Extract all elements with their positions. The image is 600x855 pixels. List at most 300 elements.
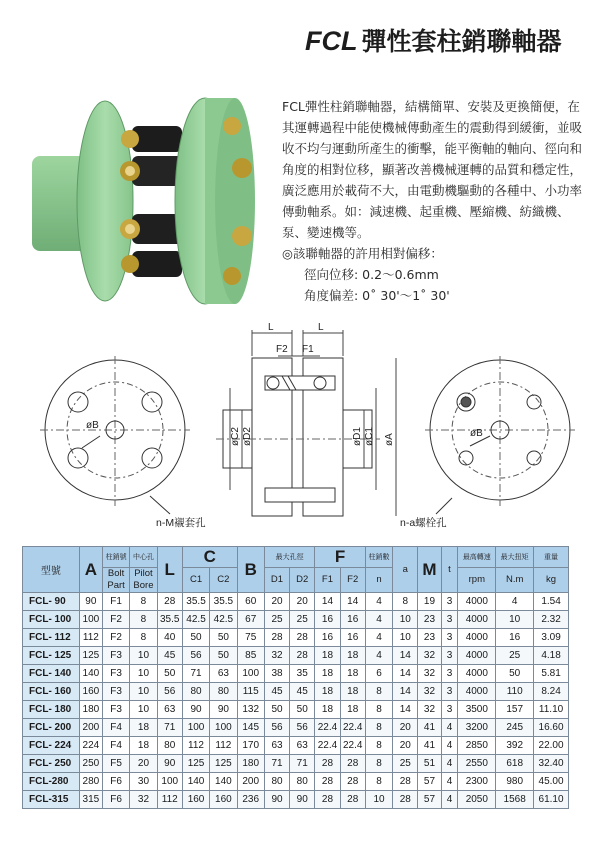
- model-cell: FCL-280: [23, 773, 80, 791]
- table-cell: 10: [130, 665, 157, 683]
- col-f: F: [315, 547, 365, 568]
- table-row: [23, 755, 569, 773]
- table-cell: 25: [290, 611, 315, 629]
- table-cell: 80: [182, 683, 209, 701]
- table-cell: 40: [157, 629, 182, 647]
- col-l: L: [157, 547, 182, 593]
- table-row: [23, 683, 569, 701]
- table-cell: 160: [79, 683, 102, 701]
- table-cell: 80: [290, 773, 315, 791]
- table-cell: 23: [418, 611, 441, 629]
- table-cell: 51: [418, 755, 441, 773]
- table-cell: 20: [290, 593, 315, 611]
- table-cell: 8: [365, 773, 392, 791]
- col-kg: kg: [534, 568, 569, 593]
- model-cell: FCL- 125: [23, 647, 80, 665]
- table-cell: 22.4: [315, 719, 340, 737]
- spec-table-wrapper: [22, 546, 569, 809]
- table-row: [23, 665, 569, 683]
- table-cell: 180: [237, 755, 264, 773]
- table-cell: 50: [157, 665, 182, 683]
- table-cell: 28: [393, 791, 418, 809]
- table-cell: 4000: [458, 647, 496, 665]
- table-cell: 20: [130, 755, 157, 773]
- table-cell: 100: [79, 611, 102, 629]
- table-cell: 20: [264, 593, 289, 611]
- label-l-1: L: [268, 322, 274, 333]
- table-cell: 63: [157, 701, 182, 719]
- table-cell: 4.18: [534, 647, 569, 665]
- model-cell: FCL- 160: [23, 683, 80, 701]
- col-t: t: [441, 547, 458, 593]
- table-cell: 6: [365, 665, 392, 683]
- table-cell: 2300: [458, 773, 496, 791]
- page-title: [305, 22, 585, 58]
- table-cell: 392: [496, 737, 534, 755]
- table-cell: 45: [290, 683, 315, 701]
- table-row: [23, 737, 569, 755]
- table-cell: 75: [237, 629, 264, 647]
- table-cell: 80: [210, 683, 237, 701]
- table-cell: 22.00: [534, 737, 569, 755]
- table-cell: 71: [182, 665, 209, 683]
- table-cell: 224: [79, 737, 102, 755]
- table-cell: 3200: [458, 719, 496, 737]
- table-cell: 32: [130, 791, 157, 809]
- table-cell: 618: [496, 755, 534, 773]
- table-cell: 22.4: [340, 737, 365, 755]
- table-cell: 157: [496, 701, 534, 719]
- spec-table-body: [23, 593, 569, 809]
- label-b-left: øB: [86, 420, 99, 431]
- table-cell: 14: [315, 593, 340, 611]
- col-n: n: [365, 568, 392, 593]
- model-cell: FCL- 224: [23, 737, 80, 755]
- table-cell: 80: [157, 737, 182, 755]
- table-cell: 2550: [458, 755, 496, 773]
- table-cell: 90: [79, 593, 102, 611]
- table-cell: 41: [418, 737, 441, 755]
- table-cell: 16: [315, 629, 340, 647]
- table-cell: 25: [393, 755, 418, 773]
- table-cell: 32.40: [534, 755, 569, 773]
- table-cell: 10: [393, 611, 418, 629]
- table-cell: F5: [102, 755, 129, 773]
- table-cell: 20: [393, 737, 418, 755]
- table-cell: 8: [365, 755, 392, 773]
- right-end-view: [400, 356, 575, 529]
- label-a: øA: [384, 433, 395, 446]
- table-cell: 280: [79, 773, 102, 791]
- table-cell: 125: [79, 647, 102, 665]
- table-cell: 28: [315, 755, 340, 773]
- table-cell: 145: [237, 719, 264, 737]
- table-cell: 61.10: [534, 791, 569, 809]
- table-cell: 8: [365, 719, 392, 737]
- table-cell: 125: [210, 755, 237, 773]
- table-cell: 250: [79, 755, 102, 773]
- table-cell: 110: [496, 683, 534, 701]
- col-m: M: [418, 547, 441, 593]
- table-row: [23, 773, 569, 791]
- table-cell: 4000: [458, 593, 496, 611]
- col-f2: F2: [340, 568, 365, 593]
- coupling-photo: [20, 96, 270, 306]
- table-cell: 132: [237, 701, 264, 719]
- table-cell: 18: [340, 683, 365, 701]
- col-bolt-en1: Bolt: [107, 568, 125, 579]
- table-cell: 56: [182, 647, 209, 665]
- col-a: A: [79, 547, 102, 593]
- table-cell: 112: [210, 737, 237, 755]
- table-cell: 10: [130, 683, 157, 701]
- table-cell: 28: [340, 773, 365, 791]
- table-cell: 67: [237, 611, 264, 629]
- table-cell: 4: [365, 593, 392, 611]
- table-cell: 8: [365, 701, 392, 719]
- table-cell: 100: [157, 773, 182, 791]
- table-cell: 8.24: [534, 683, 569, 701]
- table-cell: 140: [79, 665, 102, 683]
- table-cell: 28: [290, 629, 315, 647]
- table-cell: 10: [365, 791, 392, 809]
- col-model: 型號: [23, 547, 80, 593]
- table-cell: F2: [102, 629, 129, 647]
- table-cell: 14: [393, 701, 418, 719]
- table-cell: 90: [157, 755, 182, 773]
- table-cell: 3: [441, 647, 458, 665]
- table-cell: 56: [290, 719, 315, 737]
- col-pins-cn: 柱銷數: [365, 547, 392, 568]
- table-cell: 3.09: [534, 629, 569, 647]
- table-cell: 32: [264, 647, 289, 665]
- col-d1: D1: [264, 568, 289, 593]
- table-cell: 18: [315, 701, 340, 719]
- table-cell: 10: [130, 701, 157, 719]
- table-row: [23, 719, 569, 737]
- table-cell: F4: [102, 737, 129, 755]
- table-cell: 63: [210, 665, 237, 683]
- table-cell: 4: [365, 629, 392, 647]
- table-cell: 4000: [458, 665, 496, 683]
- table-cell: 4000: [458, 629, 496, 647]
- col-pilot-en: [130, 568, 157, 593]
- table-cell: 30: [130, 773, 157, 791]
- table-cell: 315: [79, 791, 102, 809]
- table-cell: 45: [157, 647, 182, 665]
- table-cell: 100: [210, 719, 237, 737]
- table-cell: 28: [340, 791, 365, 809]
- model-cell: FCL-315: [23, 791, 80, 809]
- table-cell: F2: [102, 611, 129, 629]
- model-cell: FCL- 200: [23, 719, 80, 737]
- col-weight-cn: 重量: [534, 547, 569, 568]
- table-row: [23, 611, 569, 629]
- table-row: [23, 701, 569, 719]
- table-cell: 3: [441, 593, 458, 611]
- table-cell: 1.54: [534, 593, 569, 611]
- table-cell: 3500: [458, 701, 496, 719]
- table-cell: 3: [441, 629, 458, 647]
- table-cell: 20: [393, 719, 418, 737]
- table-cell: 160: [210, 791, 237, 809]
- table-cell: F4: [102, 719, 129, 737]
- table-cell: 50: [496, 665, 534, 683]
- table-cell: 25: [264, 611, 289, 629]
- col-pilot-en1: Pilot: [134, 568, 153, 579]
- table-cell: 50: [210, 629, 237, 647]
- description-paragraph: FCL彈性柱銷聯軸器，結構簡單、安裝及更換簡便，在其運轉過程中能使機械傳動產生的震動得到緩衝，並吸收不均勻運動所產生的衝擊，能平衡軸的軸向、徑向和角度的相對位移，顯著改善機械運轉的品質和穩定性，廣泛應用於載荷不大，由電動機驅動的各種中、小功率傳動軸系。如：減速機、起重機、壓縮機、紡織機、泵、變速機等。: [282, 99, 583, 240]
- table-cell: 4: [441, 719, 458, 737]
- col-pilot-en2: Bore: [133, 580, 154, 591]
- table-cell: 32: [418, 665, 441, 683]
- table-cell: F3: [102, 683, 129, 701]
- col-f1: F1: [315, 568, 340, 593]
- table-cell: 18: [315, 683, 340, 701]
- table-cell: 63: [290, 737, 315, 755]
- radial-offset: 徑向位移: 0.2～0.6mm: [304, 267, 439, 282]
- table-cell: 28: [157, 593, 182, 611]
- table-cell: F1: [102, 593, 129, 611]
- table-cell: 16.60: [534, 719, 569, 737]
- table-cell: 42.5: [182, 611, 209, 629]
- table-cell: 28: [393, 773, 418, 791]
- table-cell: 180: [79, 701, 102, 719]
- table-cell: 18: [315, 647, 340, 665]
- col-c: C: [182, 547, 237, 568]
- table-cell: 100: [182, 719, 209, 737]
- col-bolt-cn: 柱銷號: [102, 547, 129, 568]
- table-cell: 57: [418, 773, 441, 791]
- table-cell: 8: [365, 737, 392, 755]
- table-cell: 32: [418, 701, 441, 719]
- table-cell: 60: [237, 593, 264, 611]
- table-cell: 10: [393, 629, 418, 647]
- table-cell: 3: [441, 701, 458, 719]
- table-cell: 112: [79, 629, 102, 647]
- table-cell: 28: [315, 773, 340, 791]
- table-cell: 16: [340, 611, 365, 629]
- table-cell: 8: [130, 629, 157, 647]
- col-bore-cn: 最大孔徑: [264, 547, 314, 568]
- table-cell: 5.81: [534, 665, 569, 683]
- left-end-view: [40, 356, 206, 529]
- table-cell: 980: [496, 773, 534, 791]
- col-a-small: a: [393, 547, 418, 593]
- table-cell: 35.5: [182, 593, 209, 611]
- col-d2: D2: [290, 568, 315, 593]
- table-cell: 90: [210, 701, 237, 719]
- table-cell: 85: [237, 647, 264, 665]
- table-cell: 18: [130, 719, 157, 737]
- label-b-right: øB: [470, 428, 483, 439]
- model-cell: FCL- 180: [23, 701, 80, 719]
- table-cell: 140: [182, 773, 209, 791]
- table-cell: 2050: [458, 791, 496, 809]
- table-cell: F3: [102, 701, 129, 719]
- table-cell: 35: [290, 665, 315, 683]
- table-cell: 4: [441, 755, 458, 773]
- col-c1: C1: [182, 568, 209, 593]
- col-torque-cn: 最大扭矩: [496, 547, 534, 568]
- table-cell: 14: [393, 665, 418, 683]
- title-text: 彈性套柱銷聯軸器: [361, 27, 562, 56]
- table-cell: 50: [264, 701, 289, 719]
- table-cell: 50: [182, 629, 209, 647]
- table-cell: 16: [340, 629, 365, 647]
- offset-note: ◎該聯軸器的許用相對偏移：: [282, 246, 443, 261]
- table-cell: 35.5: [157, 611, 182, 629]
- table-cell: 90: [290, 791, 315, 809]
- table-cell: 45.00: [534, 773, 569, 791]
- table-cell: 71: [157, 719, 182, 737]
- table-cell: 4: [365, 611, 392, 629]
- label-l-2: L: [318, 322, 324, 333]
- table-cell: 57: [418, 791, 441, 809]
- title-prefix: FCL: [305, 26, 358, 56]
- table-cell: 115: [237, 683, 264, 701]
- table-cell: 45: [264, 683, 289, 701]
- col-nm: N.m: [496, 568, 534, 593]
- table-cell: 245: [496, 719, 534, 737]
- table-cell: 236: [237, 791, 264, 809]
- table-cell: 71: [264, 755, 289, 773]
- table-cell: 18: [315, 665, 340, 683]
- table-cell: 140: [210, 773, 237, 791]
- table-cell: 10: [496, 611, 534, 629]
- table-cell: 14: [340, 593, 365, 611]
- table-row: [23, 593, 569, 611]
- table-cell: 4: [441, 791, 458, 809]
- table-cell: 200: [79, 719, 102, 737]
- table-cell: 25: [496, 647, 534, 665]
- table-cell: 80: [264, 773, 289, 791]
- table-cell: 90: [182, 701, 209, 719]
- table-cell: 90: [264, 791, 289, 809]
- label-c2: øC2: [230, 427, 241, 446]
- table-cell: 50: [210, 647, 237, 665]
- table-cell: 14: [393, 683, 418, 701]
- table-cell: 3: [441, 611, 458, 629]
- table-cell: 35.5: [210, 593, 237, 611]
- technical-drawing: [20, 318, 590, 543]
- table-cell: 112: [182, 737, 209, 755]
- table-cell: 22.4: [340, 719, 365, 737]
- table-cell: 28: [340, 755, 365, 773]
- table-cell: 200: [237, 773, 264, 791]
- col-rpm: rpm: [458, 568, 496, 593]
- table-cell: 22.4: [315, 737, 340, 755]
- table-cell: 18: [340, 647, 365, 665]
- table-cell: 8: [393, 593, 418, 611]
- label-f1: F1: [302, 344, 314, 355]
- table-cell: 2.32: [534, 611, 569, 629]
- col-pilot-cn: 中心孔: [130, 547, 157, 568]
- table-row: [23, 647, 569, 665]
- model-cell: FCL- 90: [23, 593, 80, 611]
- table-cell: 4: [441, 773, 458, 791]
- table-cell: F6: [102, 773, 129, 791]
- label-d2: øD2: [242, 427, 253, 446]
- table-cell: 18: [340, 665, 365, 683]
- table-cell: 3: [441, 665, 458, 683]
- table-cell: 4000: [458, 683, 496, 701]
- right-view-caption: n-a螺栓孔: [400, 517, 447, 529]
- model-cell: FCL- 112: [23, 629, 80, 647]
- table-cell: 8: [130, 611, 157, 629]
- table-cell: 4: [441, 737, 458, 755]
- col-speed-cn: 最高轉速: [458, 547, 496, 568]
- col-bolt-en2: Part: [107, 580, 125, 591]
- table-cell: 63: [264, 737, 289, 755]
- table-cell: 170: [237, 737, 264, 755]
- table-cell: 8: [130, 593, 157, 611]
- table-cell: 28: [290, 647, 315, 665]
- description: [282, 96, 584, 306]
- table-cell: 28: [315, 791, 340, 809]
- model-cell: FCL- 250: [23, 755, 80, 773]
- table-cell: 23: [418, 629, 441, 647]
- left-view-caption: n-M襯套孔: [156, 517, 206, 529]
- table-cell: 56: [157, 683, 182, 701]
- spec-table: [22, 546, 569, 809]
- table-cell: 4000: [458, 611, 496, 629]
- col-c2: C2: [210, 568, 237, 593]
- table-row: [23, 791, 569, 809]
- label-d1: øD1: [352, 427, 363, 446]
- table-cell: 19: [418, 593, 441, 611]
- label-f2: F2: [276, 344, 288, 355]
- table-cell: 50: [290, 701, 315, 719]
- table-cell: 4: [496, 593, 534, 611]
- table-cell: 42.5: [210, 611, 237, 629]
- col-b: B: [237, 547, 264, 593]
- table-cell: 28: [264, 629, 289, 647]
- table-cell: 41: [418, 719, 441, 737]
- table-cell: 16: [496, 629, 534, 647]
- table-cell: 71: [290, 755, 315, 773]
- col-bolt-en: [102, 568, 129, 593]
- table-cell: F3: [102, 647, 129, 665]
- model-cell: FCL- 140: [23, 665, 80, 683]
- table-cell: F3: [102, 665, 129, 683]
- table-cell: 18: [130, 737, 157, 755]
- table-cell: 18: [340, 701, 365, 719]
- angular-offset: 角度偏差: 0˚ 30'～1˚ 30': [304, 288, 450, 303]
- label-c1: øC1: [364, 427, 375, 446]
- side-section-view: [216, 322, 396, 516]
- table-cell: 160: [182, 791, 209, 809]
- table-row: [23, 629, 569, 647]
- table-cell: 32: [418, 683, 441, 701]
- table-cell: 125: [182, 755, 209, 773]
- table-cell: 32: [418, 647, 441, 665]
- table-cell: 38: [264, 665, 289, 683]
- model-cell: FCL- 100: [23, 611, 80, 629]
- table-cell: 112: [157, 791, 182, 809]
- table-cell: 10: [130, 647, 157, 665]
- table-cell: F6: [102, 791, 129, 809]
- table-cell: 1568: [496, 791, 534, 809]
- table-cell: 11.10: [534, 701, 569, 719]
- table-cell: 2850: [458, 737, 496, 755]
- table-cell: 14: [393, 647, 418, 665]
- table-cell: 4: [365, 647, 392, 665]
- table-cell: 3: [441, 683, 458, 701]
- table-cell: 100: [237, 665, 264, 683]
- table-cell: 56: [264, 719, 289, 737]
- table-cell: 8: [365, 683, 392, 701]
